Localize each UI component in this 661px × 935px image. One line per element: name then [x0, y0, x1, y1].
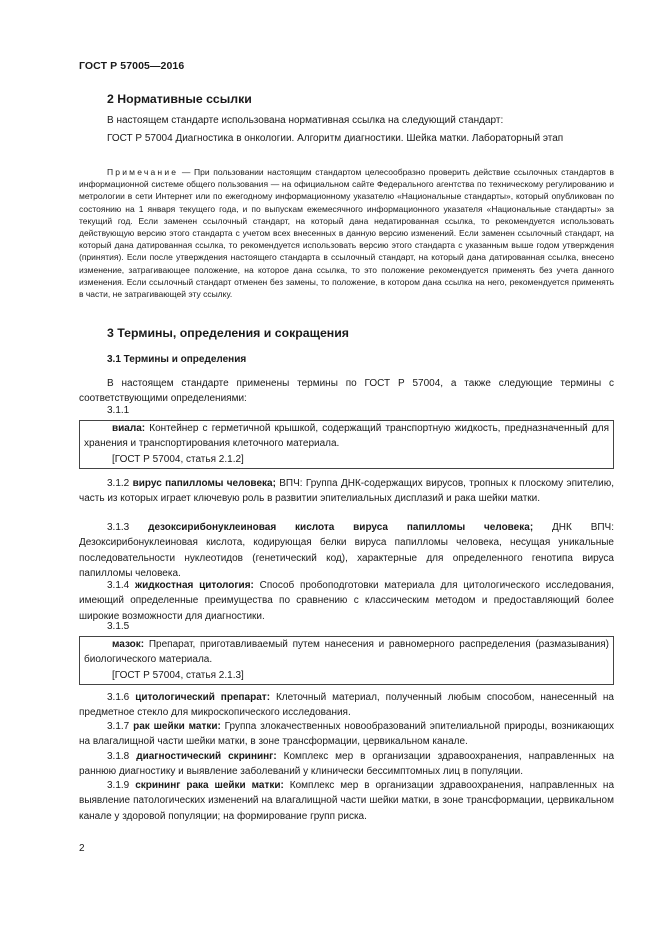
term-3-1-8-definition: Комплекс мер в организации здравоохранения, направленных на раннюю диагностику и выявление заболеваний у клинически бессимптомных лиц в популяции. [79, 751, 615, 778]
term-3-1-7-definition: Группа злокачественных новообразований эпителиальной природы, возникающих на влагалищной части шейки матки, в зоне трансформации, цервикальном канале. [79, 721, 615, 748]
subsection-3-1-heading: 3.1 Термины и определения [107, 354, 247, 365]
section-2-paragraph-2: ГОСТ Р 57004 Диагностика в онкологии. Алгоритм диагностики. Шейка матки. Лабораторный этап [107, 133, 564, 144]
term-3-1-9-term: скрининг рака шейки матки: [135, 780, 284, 791]
term-3-1-1-source: [ГОСТ Р 57004, статья 2.1.2] [112, 453, 244, 465]
term-3-1-6 [79, 690, 614, 721]
term-3-1-4-definition: Способ пробоподготовки материала для цитологического исследования, имеющий определенные преимущества по сравнению с классическим методом и предоставляющий более широкие возможности для диагностики. [79, 580, 614, 622]
term-3-1-6-definition: Клеточный материал, полученный любым способом, нанесенный на предметное стекло для микроскопического исследования. [79, 692, 614, 719]
term-3-1-5-text [80, 637, 613, 668]
term-3-1-5-box [79, 636, 614, 685]
term-3-1-4 [79, 578, 614, 624]
term-3-1-6-number: 3.1.6 [107, 692, 130, 703]
term-3-1-1-term: виала: [112, 423, 146, 434]
term-3-1-3-definition: ДНК ВПЧ: Дезоксирибонуклеиновая кислота, кодирующая белки вируса папилломы человека, несущая уникальные последовательности нуклеотидов (генетический код), характерные для определенного генотипа вируса папилломы человека. [79, 522, 614, 579]
term-3-1-8 [79, 749, 614, 780]
document-code-header: ГОСТ Р 57005—2016 [79, 60, 185, 72]
section-3-intro: В настоящем стандарте применены термины по ГОСТ Р 57004, а также следующие термины с соответствующими определениями: [79, 378, 614, 405]
term-3-1-2-term: вирус папилломы человека; [132, 478, 276, 489]
term-3-1-7-number: 3.1.7 [107, 721, 130, 732]
term-3-1-1-text [80, 421, 613, 452]
term-3-1-3-number: 3.1.3 [107, 522, 130, 533]
term-3-1-2-number: 3.1.2 [107, 478, 130, 489]
term-3-1-2 [79, 476, 614, 507]
term-3-1-4-number: 3.1.4 [107, 580, 130, 591]
section-2-heading: 2 Нормативные ссылки [107, 92, 252, 106]
term-3-1-5-term: мазок: [112, 639, 145, 650]
term-3-1-5-source: [ГОСТ Р 57004, статья 2.1.3] [112, 669, 244, 681]
note-label: Примечание [107, 167, 179, 177]
term-3-1-5-definition: Препарат, приготавливаемый путем нанесения и равномерного распределения (размазывания) биологического материала. [84, 639, 609, 666]
term-3-1-1-box [79, 420, 614, 469]
term-3-1-8-term: диагностический скрининг: [136, 751, 277, 762]
section-2-note [79, 166, 614, 300]
term-3-1-3-term: дезоксирибонуклеиновая кислота вируса папилломы человека; [148, 522, 534, 533]
term-3-1-9-number: 3.1.9 [107, 780, 130, 791]
page-number: 2 [79, 843, 85, 854]
term-3-1-9-definition: Комплекс мер в организации здравоохранения, направленных на выявление патологических изменений на влагалищной части шейки матки, в зоне трансформации, цервикальном канале у здоровой популяции; на формирование групп риска. [79, 780, 614, 822]
term-3-1-6-term: цитологический препарат: [135, 692, 271, 703]
term-3-1-7 [79, 719, 614, 750]
note-text: — При пользовании настоящим стандартом целесообразно проверить действие ссылочных стандартов в информационной системе общего пользования — на официальном сайте Федерального агентства по техническому регулированию и метрологии в сети Интернет или по ежегодному информационному указателю «Национальные стандарты», который опубликован по состоянию на 1 января текущего года, и по выпускам ежемесячного информационного указателя «Национальные стандарты» за текущий год. Если заменен ссылочный стандарт, на который дана недатированная ссылка, то рекомендуется использовать действующую версию этого стандарта с учетом всех внесенных в данную версию изменений. Если заменен ссылочный стандарт, на который дана датированная ссылка, то рекомендуется использовать версию этого стандарта с указанным выше годом утверждения (принятия). Если после утверждения настоящего стандарта в ссылочный стандарт, на который дана датированная ссылка, внесено изменение, затрагивающее положение, на которое дана ссылка, то это положение рекомендуется применять без учета данного изменения. Если ссылочный стандарт отменен без замены, то положение, в котором дана ссылка на него, рекомендуется применять в части, не затрагивающей эту ссылку. [79, 167, 614, 300]
section-2-paragraph-1: В настоящем стандарте использована нормативная ссылка на следующий стандарт: [107, 115, 504, 126]
term-3-1-8-number: 3.1.8 [107, 751, 130, 762]
term-3-1-1-definition: Контейнер с герметичной крышкой, содержащий транспортную жидкость, предназначенный для хранения и транспортирования клеточного материала. [84, 423, 609, 450]
section-3-heading: 3 Термины, определения и сокращения [107, 326, 349, 340]
term-3-1-9 [79, 778, 614, 824]
term-3-1-4-term: жидкостная цитология: [135, 580, 254, 591]
term-3-1-5-number: 3.1.5 [107, 621, 130, 632]
term-3-1-1-number: 3.1.1 [107, 405, 130, 416]
term-3-1-7-term: рак шейки матки: [133, 721, 221, 732]
term-3-1-2-definition: ВПЧ: Группа ДНК-содержащих вирусов, тропных к плоскому эпителию, часть из которых играет ключевую роль в развитии эпителиальных дисплазий и рака шейки матки. [79, 478, 614, 505]
term-3-1-3 [79, 520, 614, 581]
